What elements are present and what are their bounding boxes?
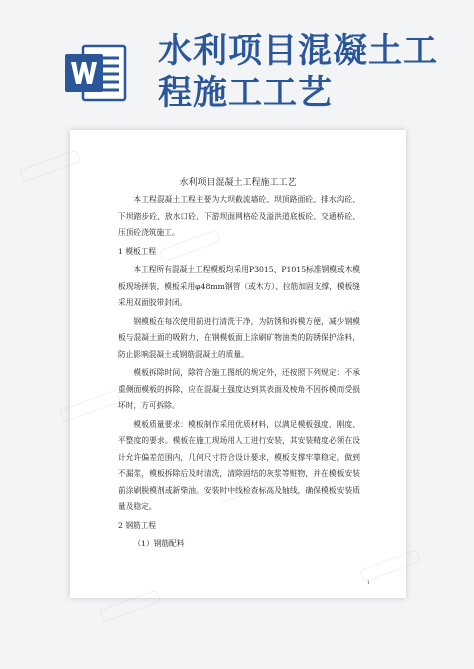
paragraph-formwork-1: 本工程所有混凝土工程模板均采用P3015、P1015标准钢模或木模板现场拼装，模板采用φ48mm钢管（或木方）、拉筋加固支撑，模板缝采用双面胶带封闭。 [118, 265, 360, 307]
paragraph-formwork-4: 模板质量要求：模板制作采用优质材料，以满足模板强度、刚度、平整度的要求。模板在施工现场用人工进行安装，其安装精度必须在设计允许偏差范围内，几何尺寸符合设计要求，模板支撑牢靠稳定，做到不漏浆，模板拆除后及时清洗，清除固结的灰浆等赃物，并在模板安装前涂刷脱模剂或新柴油。安装时中线检查标高及轴线，确保模板安装质量及稳定。 [118, 419, 360, 511]
header-banner [0, 0, 474, 120]
document-page [70, 130, 406, 598]
page-number: 1 [366, 580, 370, 586]
word-icon [63, 40, 129, 106]
document-title: 水利项目混凝土工程施工工艺 [179, 178, 297, 188]
paragraph-formwork-3: 模板拆除时间，除符合施工图纸的规定外，还按照下列规定：不承重侧面模板的拆除，应在混凝土强度达到其表面及棱角不因拆模而受损坏时，方可拆除。 [118, 368, 360, 410]
banner-title-line2: 程施工工艺 [158, 73, 333, 113]
banner-title-line1: 水利项目混凝土工 [158, 31, 438, 71]
subsection-heading-rebar-batching: （1）钢筋配料 [133, 539, 185, 548]
banner-title [158, 30, 458, 114]
paragraph-intro: 本工程混凝土工程主要为大坝截流墙砼、坝顶路面砼、排水沟砼、下坝踏步砼、放水口砼、下游坝面网格砼及溢洪道底板砼、交通桥砼、压顶砼浇筑施工。 [118, 195, 360, 237]
document-body [118, 192, 360, 555]
paragraph-formwork-2: 钢模板在每次使用前进行清洗干净，为防锈和拆模方便，减少钢模板与混凝土面的吸附力，在钢模板面上涂刷矿物油类的防锈保护涂料，防止影响混凝土或钢筋混凝土的质量。 [118, 316, 360, 359]
section-heading-formwork: 1 模板工程 [118, 246, 157, 256]
section-heading-rebar: 2 钢筋工程 [118, 520, 157, 530]
